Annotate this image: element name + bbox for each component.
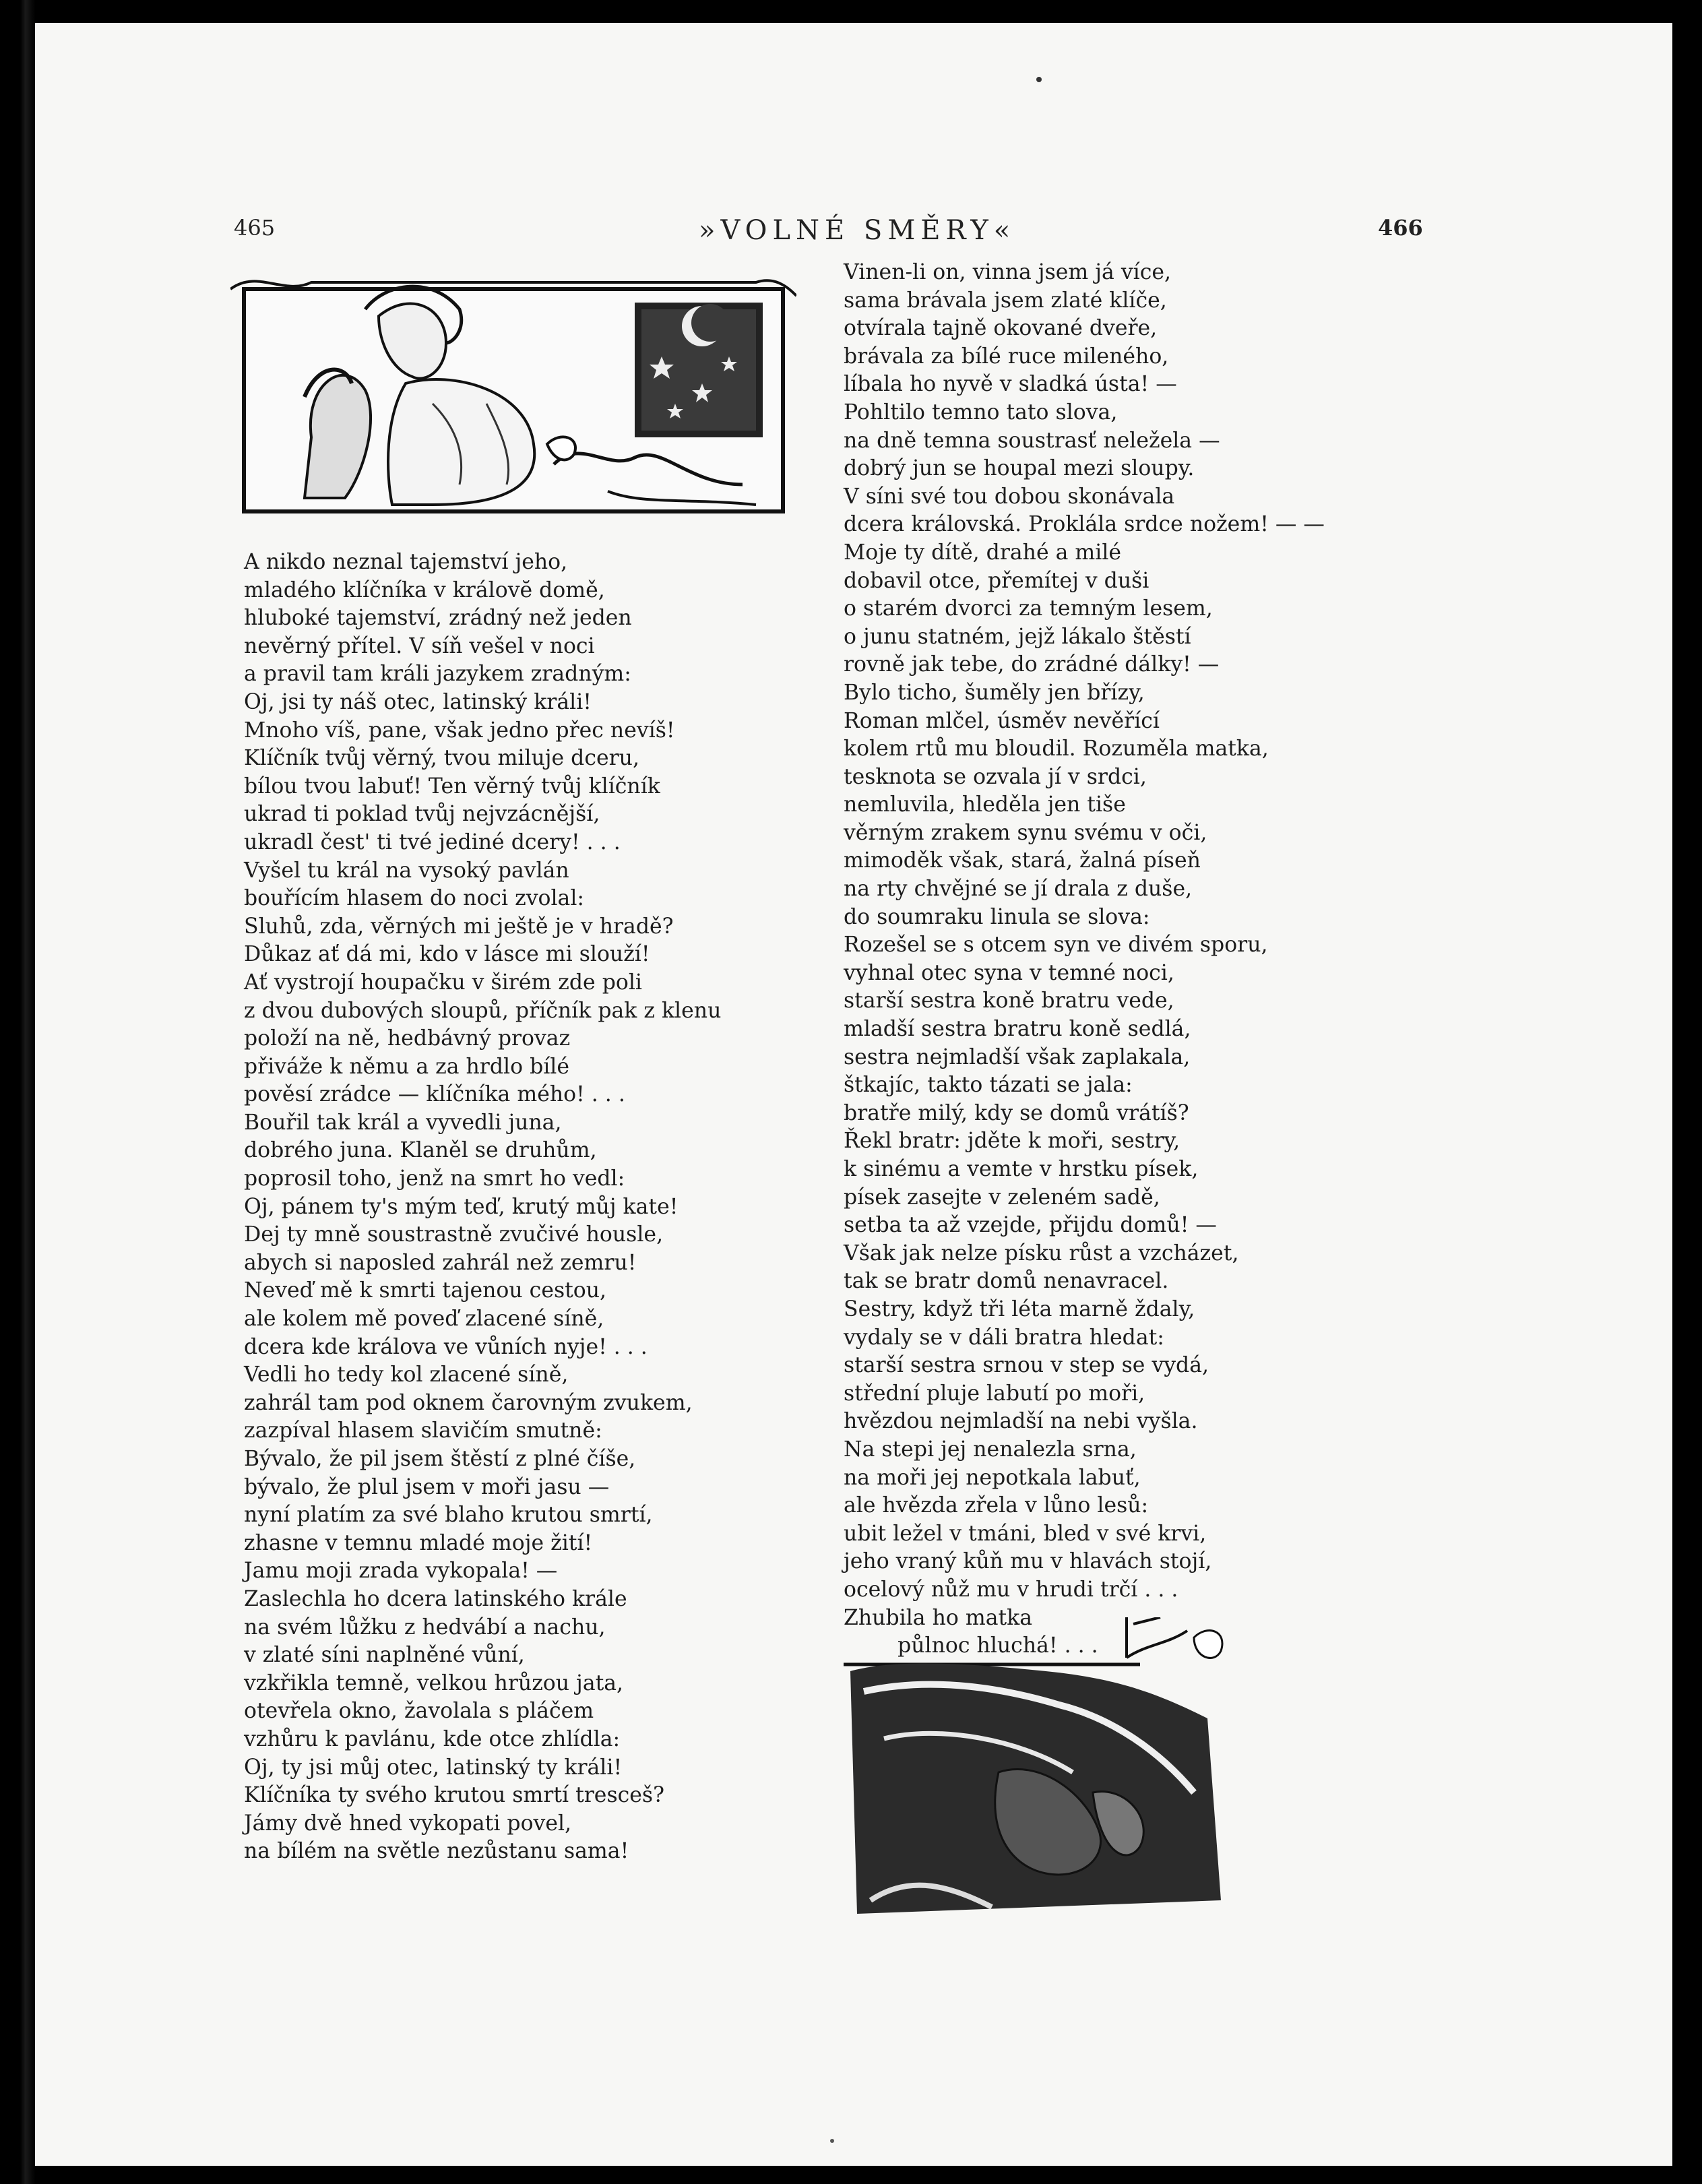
poem-line: jeho vraný kůň mu v hlavách stojí, xyxy=(844,1549,1212,1574)
running-title: »VOLNÉ SMĚRY« xyxy=(699,215,1016,246)
poem-line: bratře milý, kdy se domů vrátíš? xyxy=(844,1100,1189,1125)
poem-line: Ať vystrojí houpačku v širém zde poli xyxy=(244,970,642,995)
poem-line: na rty chvějné se jí drala z duše, xyxy=(844,877,1193,902)
poem-line: půlnoc hluchá! . . . xyxy=(844,1633,1098,1658)
poem-line: Sestry, když tři léta marně ždaly, xyxy=(844,1297,1195,1321)
poem-line: zahrál tam pod oknem čarovným zvukem, xyxy=(244,1390,693,1415)
poem-line: Pohltilo temno tato slova, xyxy=(844,400,1118,425)
poem-line: vydaly se v dáli bratra hledat: xyxy=(844,1325,1164,1350)
poem-line: dobrého juna. Klaněl se druhům, xyxy=(244,1138,597,1163)
poem-line: Jámy dvě hned vykopati povel, xyxy=(244,1811,572,1836)
poem-line: pověsí zrádce — klíčníka mého! . . . xyxy=(244,1082,625,1107)
poem-line: ocelový nůž mu v hrudi trčí . . . xyxy=(844,1577,1178,1602)
poem-line: sama brávala jsem zlaté klíče, xyxy=(844,288,1167,313)
poem-line: brávala za bílé ruce mileného, xyxy=(844,344,1169,369)
poem-line: tesknota se ozvala jí v srdci, xyxy=(844,764,1147,789)
poem-line: V síni své tou dobou skonávala xyxy=(844,484,1175,509)
poem-line: na moři jej nepotkala labuť, xyxy=(844,1465,1141,1490)
poem-line: Roman mlčel, úsměv nevěřící xyxy=(844,708,1160,733)
poem-line: položí na ně, hedbávný provaz xyxy=(244,1026,571,1051)
poem-line: A nikdo neznal tajemství jeho, xyxy=(244,550,568,574)
scanned-page xyxy=(35,23,1672,2166)
ink-speck xyxy=(830,2139,834,2143)
poem-line: Bylo ticho, šuměly jen břízy, xyxy=(844,680,1145,705)
ink-speck xyxy=(1036,77,1042,82)
poem-line: dcera královská. Proklála srdce nožem! — — xyxy=(844,512,1325,537)
poem-line: dobavil otce, přemítej v duši xyxy=(844,568,1149,593)
poem-column-left xyxy=(244,549,721,1866)
poem-line: Vedli ho tedy kol zlacené síně, xyxy=(244,1363,569,1387)
poem-line: sestra nejmladší však zaplakala, xyxy=(844,1044,1191,1069)
poem-line: Zaslechla ho dcera latinského krále xyxy=(244,1586,627,1611)
poem-line: na dně temna soustrasť neležela — xyxy=(844,428,1220,453)
poem-line: Mnoho víš, pane, však jedno přec nevíš! xyxy=(244,718,675,743)
poem-line: Dej ty mně soustrastně zvučivé housle, xyxy=(244,1222,664,1247)
poem-line: bouřícím hlasem do noci zvolal: xyxy=(244,886,584,911)
poem-line: abych si naposled zahrál než zemru! xyxy=(244,1250,637,1275)
poem-line: Klíčníka ty svého krutou smrtí tresceš? xyxy=(244,1783,664,1808)
poem-line: bílou tvou labuť! Ten věrný tvůj klíčník xyxy=(244,774,660,799)
page-number-right: 466 xyxy=(1378,215,1423,241)
poem-line: Rozešel se s otcem syn ve divém sporu, xyxy=(844,933,1268,958)
poem-line: a pravil tam králi jazykem zradným: xyxy=(244,662,631,687)
page-number-left: 465 xyxy=(234,215,276,241)
poem-line: otvírala tajně okované dveře, xyxy=(844,316,1158,341)
poem-line: hluboké tajemství, zrádný než jeden xyxy=(244,606,632,631)
poem-line: starší sestra srnou v step se vydá, xyxy=(844,1353,1209,1378)
poem-line: Na stepi jej nenalezla srna, xyxy=(844,1437,1137,1462)
poem-line: na svém lůžku z hedvábí a nachu, xyxy=(244,1615,606,1640)
poem-line: zhasne v temnu mladé moje žití! xyxy=(244,1530,593,1555)
poem-line: Oj, pánem ty's mým teď, krutý můj kate! xyxy=(244,1194,679,1219)
poem-line: nevěrný přítel. V síň vešel v noci xyxy=(244,633,595,658)
poem-line: Zhubila ho matka xyxy=(844,1605,1033,1630)
poem-line: ale hvězda zřela v lůno lesů: xyxy=(844,1493,1149,1518)
poem-line: kolem rtů mu bloudil. Rozuměla matka, xyxy=(844,737,1269,761)
poem-line: Bývalo, že pil jsem štěstí z plné číše, xyxy=(244,1447,636,1471)
poem-line: Vyšel tu král na vysoký pavlán xyxy=(244,858,569,883)
page-header xyxy=(35,215,1672,249)
poem-line: ale kolem mě poveď zlacené síně, xyxy=(244,1307,604,1332)
poem-line: Vinen-li on, vinna jsem já více, xyxy=(844,260,1171,284)
poem-line: nyní platím za své blaho krutou smrtí, xyxy=(244,1503,653,1528)
poem-line: mladého klíčníka v královĕ domě, xyxy=(244,578,605,602)
poem-line: Oj, jsi ty náš otec, latinský králi! xyxy=(244,689,592,714)
poem-line: ukrad ti poklad tvůj nejvzácnější, xyxy=(244,802,600,827)
poem-line: k sinému a vemte v hrstku písek, xyxy=(844,1157,1199,1181)
poem-line: Však jak nelze písku růst a vzcházet, xyxy=(844,1241,1239,1266)
poem-line: Bouřil tak král a vyvedli juna, xyxy=(244,1110,562,1135)
poem-line: rovně jak tebe, do zrádné dálky! — xyxy=(844,652,1220,677)
poem-line: o starém dvorci za temným lesem, xyxy=(844,596,1213,621)
poem-line: písek zasejte v zeleném sadě, xyxy=(844,1185,1160,1210)
poem-line: Klíčník tvůj věrný, tvou miluje dceru, xyxy=(244,746,639,771)
poem-line: Sluhů, zda, věrných mi ještě je v hradě? xyxy=(244,914,674,939)
poem-line: vzhůru k pavlánu, kde otce zhlídla: xyxy=(244,1726,621,1751)
page-left-edge xyxy=(0,0,35,2184)
poem-line: Oj, ty jsi můj otec, latinský ty králi! xyxy=(244,1755,623,1780)
poem-line: mladší sestra bratru koně sedlá, xyxy=(844,1017,1191,1042)
poem-line: starší sestra koně bratru vede, xyxy=(844,989,1174,1013)
poem-column-right xyxy=(844,259,1325,1660)
poem-line: střední pluje labutí po moři, xyxy=(844,1381,1145,1406)
poem-line: štkajíc, takto tázati se jala: xyxy=(844,1073,1133,1098)
poem-line: přiváže k němu a za hrdlo bílé xyxy=(244,1054,570,1079)
poem-line: poprosil toho, jenž na smrt ho vedl: xyxy=(244,1166,625,1191)
poem-line: setba ta až vzejde, přijdu domů! — xyxy=(844,1213,1217,1238)
poem-line: na bílém na světle nezůstanu sama! xyxy=(244,1839,629,1864)
poem-line: zazpíval hlasem slavičím smutně: xyxy=(244,1418,602,1443)
poem-line: hvězdou nejmladší na nebi vyšla. xyxy=(844,1409,1198,1434)
poem-line: otevřela okno, žavolala s pláčem xyxy=(244,1699,594,1724)
poem-line: věrným zrakem synu svému v oči, xyxy=(844,820,1207,845)
poem-line: dobrý jun se houpal mezi sloupy. xyxy=(844,456,1195,481)
poem-line: o junu statném, jejž lákalo štěstí xyxy=(844,624,1191,649)
poem-line: v zlaté síni naplněné vůní, xyxy=(244,1643,525,1668)
top-illustration xyxy=(230,269,796,532)
poem-line: tak se bratr domů nenavracel. xyxy=(844,1269,1169,1294)
poem-line: Moje ty dítě, drahé a milé xyxy=(844,540,1122,565)
poem-line: Důkaz ať dá mi, kdo v lásce mi slouží! xyxy=(244,942,650,967)
poem-line: mimoděk však, stará, žalná píseň xyxy=(844,848,1201,873)
poem-line: dcera kde králova ve vůních nyje! . . . xyxy=(244,1334,648,1359)
poem-line: Řekl bratr: jděte k moři, sestry, xyxy=(844,1129,1180,1154)
poem-line: vyhnal otec syna v temné noci, xyxy=(844,960,1174,985)
poem-line: nemluvila, hleděla jen tiše xyxy=(844,792,1126,817)
poem-line: Jamu moji zrada vykopala! — xyxy=(244,1559,558,1584)
poem-line: z dvou dubových sloupů, příčník pak z klenu xyxy=(244,998,722,1023)
poem-line: vzkřikla temně, velkou hrůzou jata, xyxy=(244,1671,624,1695)
poem-line: líbala ho nyvě v sladká ústa! — xyxy=(844,372,1177,397)
poem-line: Neveď mě k smrti tajenou cestou, xyxy=(244,1278,607,1303)
poem-line: do soumraku linula se slova: xyxy=(844,904,1150,929)
bottom-illustration xyxy=(844,1617,1275,1927)
poem-line: ukradl čest' ti tvé jediné dcery! . . . xyxy=(244,830,621,854)
poem-line: bývalo, že plul jsem v moři jasu — xyxy=(244,1474,610,1499)
poem-line: ubit ležel v tmáni, bled v své krvi, xyxy=(844,1521,1207,1546)
